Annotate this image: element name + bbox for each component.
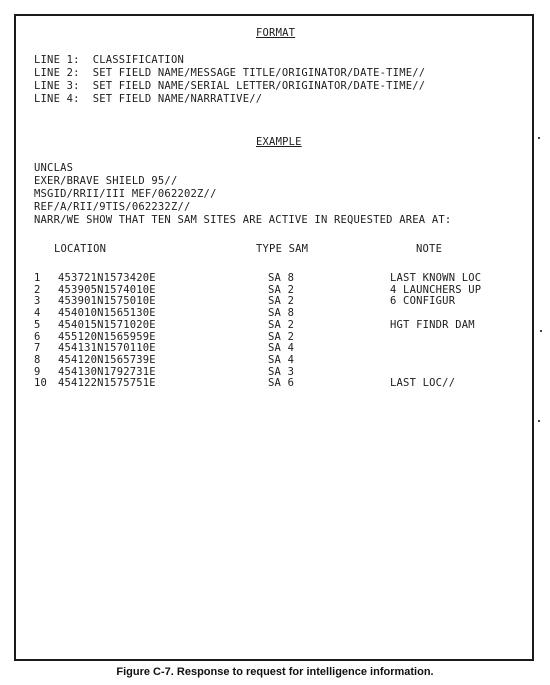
row-location: 455120N1565959E (58, 330, 156, 343)
example-line-4: REF/A/RII/9TIS/062232Z// (34, 201, 191, 213)
row-type: SA 2 (268, 295, 295, 308)
row-number: 5 (34, 318, 41, 331)
figure-caption: Figure C-7. Response to request for intelligence information. (116, 666, 434, 678)
format-line-3: LINE 3: SET FIELD NAME/SERIAL LETTER/ORIGINATOR/DATE-TIME// (34, 80, 426, 92)
scan-speck (538, 137, 540, 139)
row-location: 453905N1574010E (58, 283, 156, 296)
row-location: 454010N1565130E (58, 307, 156, 320)
row-note: LAST KNOWN LOC (390, 272, 482, 284)
row-number: 1 (34, 272, 41, 284)
row-type: SA 8 (268, 307, 295, 320)
row-location: 454131N1570110E (58, 342, 156, 355)
row-type: SA 2 (268, 330, 295, 343)
row-note: HGT FINDR DAM (390, 318, 475, 331)
row-number: 2 (34, 283, 41, 296)
example-heading: EXAMPLE (256, 136, 302, 148)
row-number: 10 (34, 377, 48, 390)
row-type: SA 8 (268, 272, 295, 284)
row-number: 4 (34, 307, 41, 320)
example-line-1: UNCLAS (34, 162, 74, 174)
example-line-3: MSGID/RRII/III MEF/062202Z// (34, 188, 217, 200)
row-location: 454015N1571020E (58, 318, 156, 331)
row-type: SA 2 (268, 318, 295, 331)
row-location: 453901N1575010E (58, 295, 156, 308)
row-location: 454130N1792731E (58, 365, 156, 378)
format-line-1: LINE 1: CLASSIFICATION (34, 54, 184, 66)
column-header-type: TYPE SAM (256, 243, 309, 255)
row-type: SA 4 (268, 353, 295, 366)
example-line-5: NARR/WE SHOW THAT TEN SAM SITES ARE ACTIVE IN REQUESTED AREA AT: (34, 214, 452, 226)
row-type: SA 6 (268, 377, 295, 390)
row-number: 8 (34, 353, 41, 366)
row-note: 4 LAUNCHERS UP (390, 283, 482, 296)
row-location: 454120N1565739E (58, 353, 156, 366)
example-line-2: EXER/BRAVE SHIELD 95// (34, 175, 178, 187)
row-note: 6 CONFIGUR (390, 295, 456, 308)
row-type: SA 2 (268, 283, 295, 296)
scan-speck (540, 330, 542, 332)
row-note: LAST LOC// (390, 377, 456, 390)
row-number: 3 (34, 295, 41, 308)
row-number: 9 (34, 365, 41, 378)
row-number: 6 (34, 330, 41, 343)
row-number: 7 (34, 342, 41, 355)
scan-speck (538, 420, 540, 422)
format-line-4: LINE 4: SET FIELD NAME/NARRATIVE// (34, 93, 263, 105)
column-header-location: LOCATION (54, 243, 107, 255)
row-location: 454122N1575751E (58, 377, 156, 390)
format-heading: FORMAT (256, 27, 296, 39)
row-type: SA 3 (268, 365, 295, 378)
format-line-2: LINE 2: SET FIELD NAME/MESSAGE TITLE/ORIGINATOR/DATE-TIME// (34, 67, 426, 79)
row-location: 453721N1573420E (58, 272, 156, 284)
row-type: SA 4 (268, 342, 295, 355)
column-header-note: NOTE (416, 243, 443, 255)
